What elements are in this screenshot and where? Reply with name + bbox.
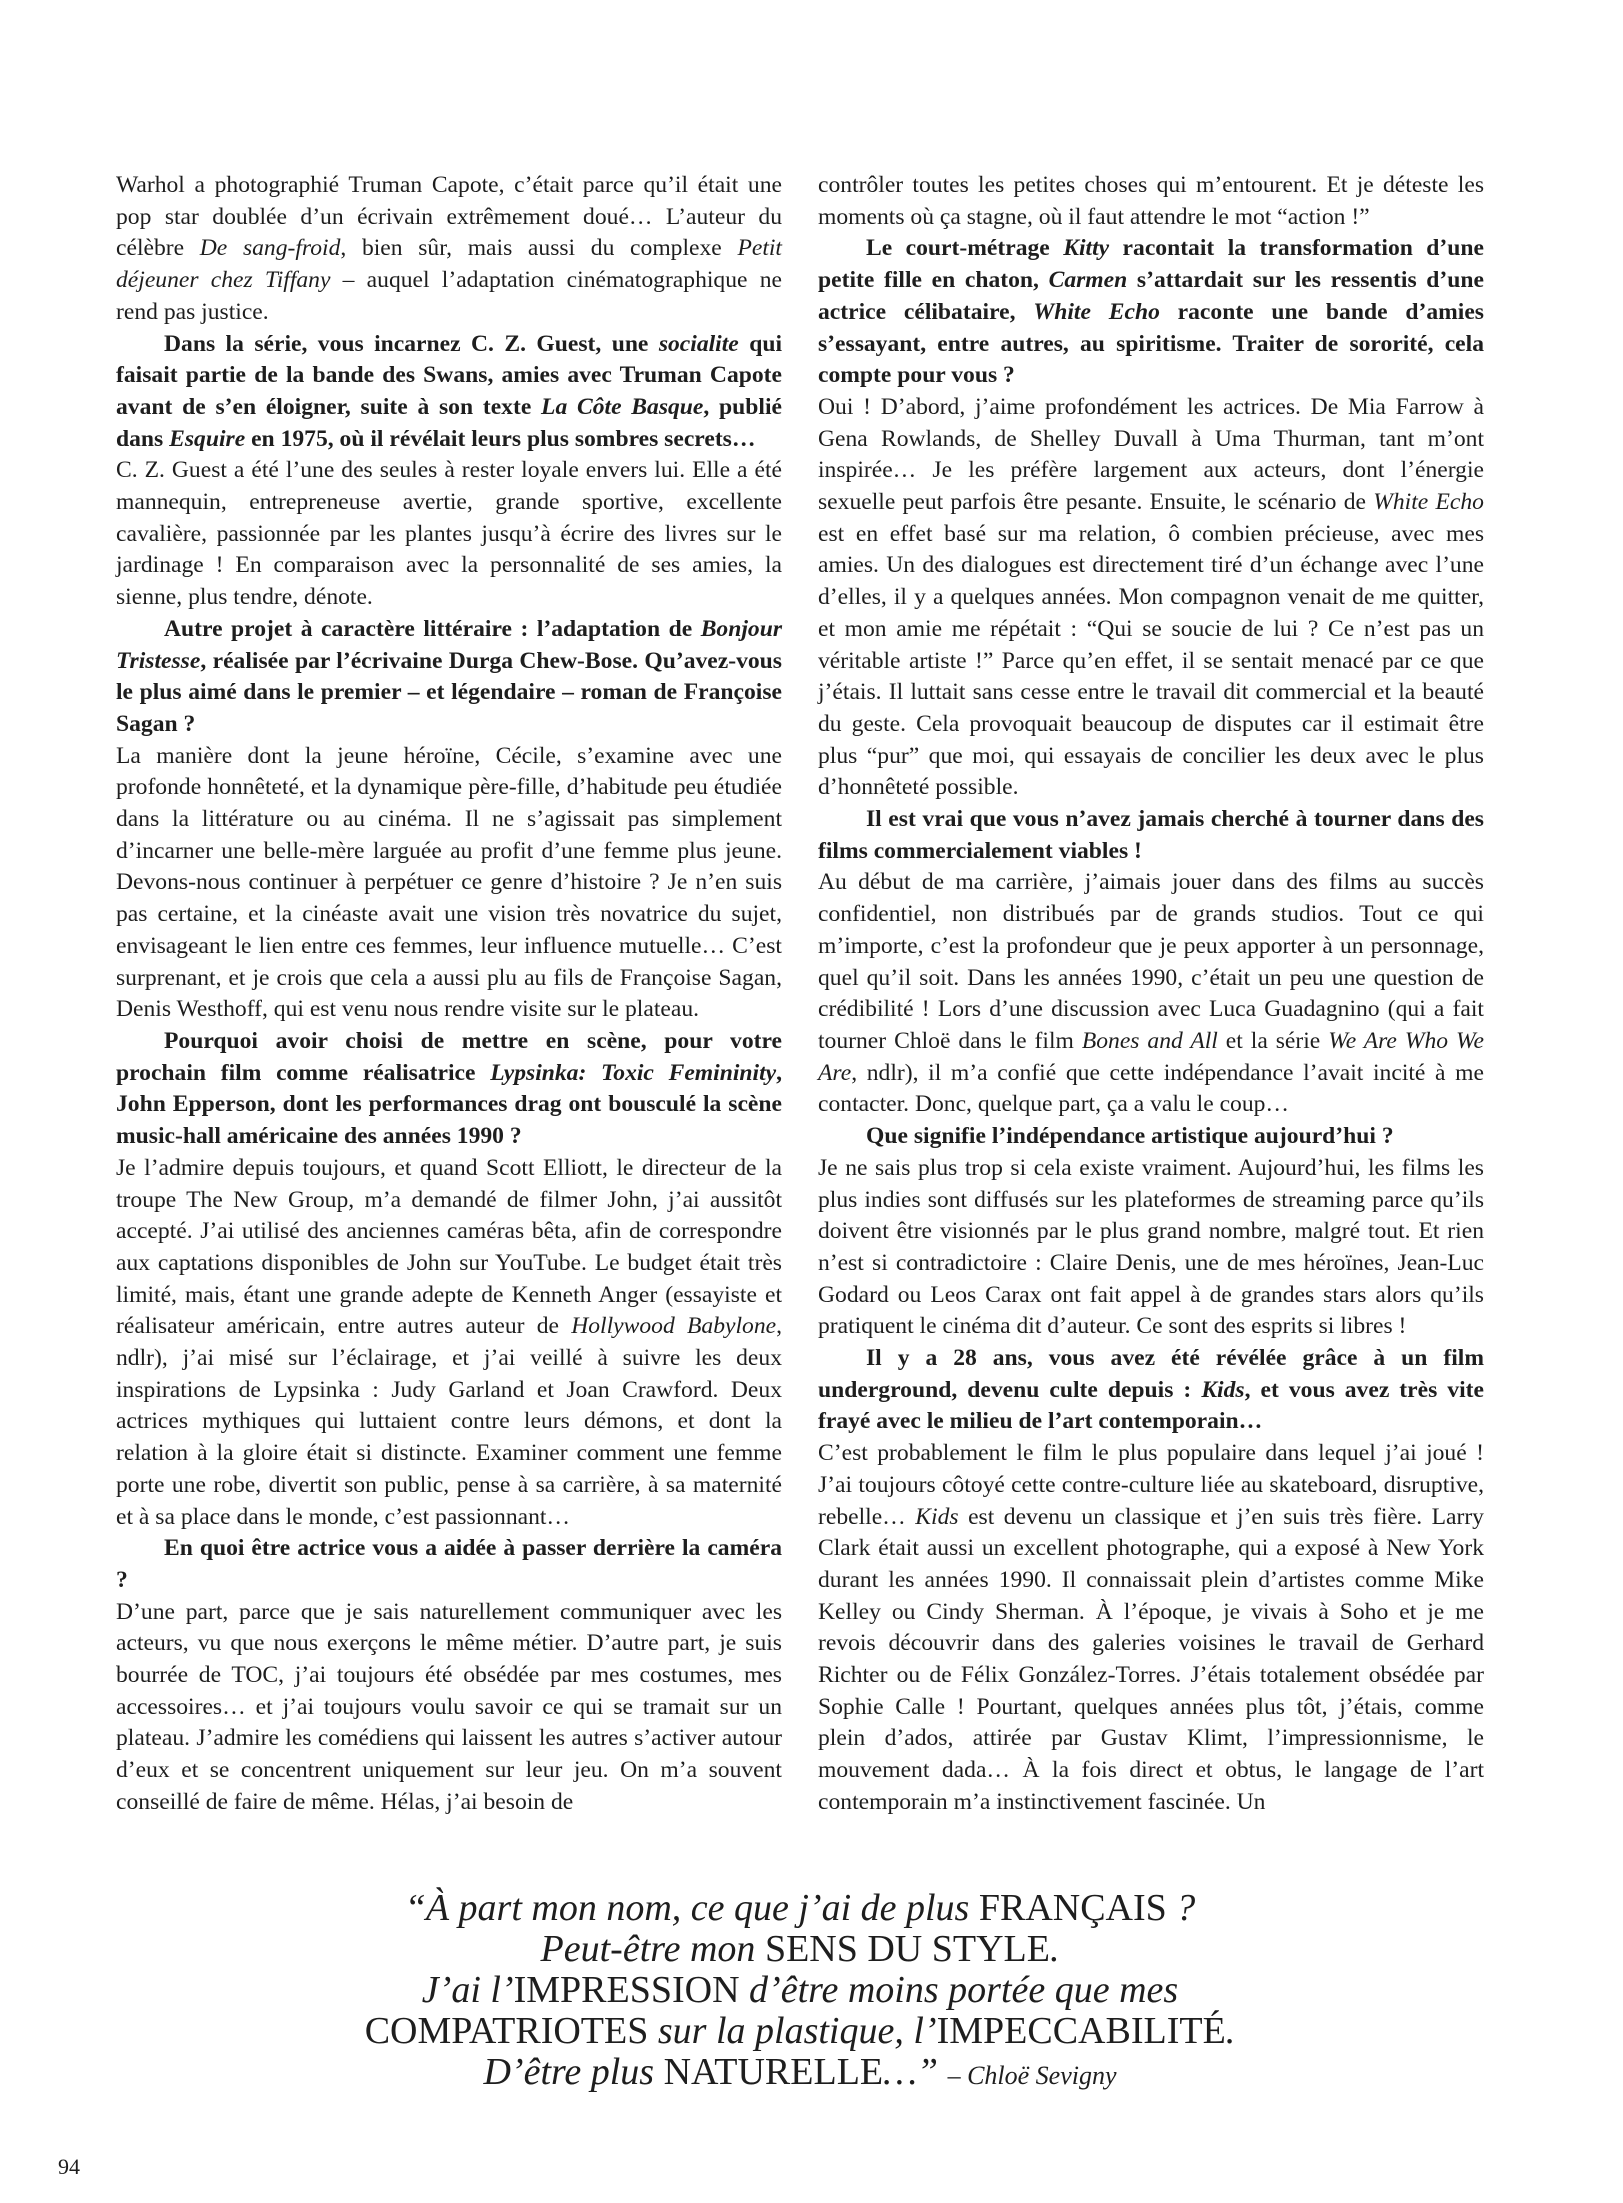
text-run: Warhol a photographié Truman Capote, c’était parce qu’il était une pop star doublée d’un écrivain extrêmement doué… L’auteur du célèbre: [116, 172, 782, 262]
text-run: contrôler toutes les petites choses qui m’entourent. Et je déteste les moments où ça stagne, où il faut attendre le mot “action !”: [818, 172, 1484, 230]
text-run: , et vous avez très vite frayé avec le milieu de l’art contemporain…: [818, 1376, 1484, 1435]
pull-quote-text: ?: [1166, 1887, 1196, 1929]
italic-title: We Are Who We Are: [818, 1027, 1484, 1086]
text-run: Je l’admire depuis toujours, et quand Scott Elliott, le directeur de la troupe The New Group, m’a demandé de filmer John, j’ai aussitôt accepté. J’ai utilisé des anciennes caméras bêta, afin de correspondre aux captations disponibles de John sur YouTube. Le budget était très limité, mais, étant une grande adepte de Kenneth Anger (essayiste et réalisateur américain, entre autres auteur de: [116, 1154, 782, 1340]
italic-title: Kids: [1201, 1376, 1245, 1403]
pull-quote-attribution: – Chloë Sevigny: [947, 2061, 1117, 2090]
text-run: racontait la transformation d’une petite fille en chaton,: [818, 235, 1485, 294]
interview-answer: [116, 741, 782, 1026]
text-run: Au début de ma carrière, j’aimais jouer dans des films au succès confidentiel, non distribués par de grands studios. Tout ce qui m’importe, c’est la profondeur que je peux apporter à un personnage, quel qu’il soit. Dans les années 1990, c’était un peu une question de crédibilité ! Lors d’une discussion avec Luca Guadagnino (qui a fait tourner Chloë dans le film: [818, 869, 1484, 1054]
interview-question: [818, 233, 1484, 392]
italic-title: La Côte Basque: [541, 393, 704, 420]
text-run: s’attardait sur les ressentis d’une actrice célibataire,: [818, 267, 1484, 325]
italic-title: Bones and All: [1081, 1027, 1218, 1054]
text-run: Autre projet à caractère littéraire : l’adaptation de: [164, 615, 701, 642]
article-column-left: [116, 170, 782, 1819]
pull-quote-line: [300, 2052, 1300, 2096]
italic-title: Hollywood Babylone: [571, 1313, 777, 1340]
text-run: Pourquoi avoir choisi de mettre en scène, pour votre prochain film comme réalisatrice: [116, 1027, 782, 1086]
pull-quote-text: …”: [883, 2051, 948, 2093]
text-run: est en effet basé sur ma relation, ô combien précieuse, avec mes amies. Un des dialogues est directement tiré d’un échange avec l’une d’elles, il y a quelques années. Mon compagnon venait de me quitter, et mon amie me répétait : “Qui se soucie de lui ? Ce n’est pas un véritable artiste !” Parce qu’en effet, il se sentait menacé par ce que j’étais. Il luttait sans cesse entre le travail dit commercial et la beauté du geste. Cela provoquait beaucoup de disputes car il estimait être plus “pur” que moi, qui essayais de concilier les deux avec le plus d’honnêteté possible.: [818, 520, 1484, 801]
text-run: Le court-métrage: [866, 235, 1064, 262]
italic-title: Petit déjeuner chez Tiffany: [116, 235, 782, 294]
italic-title: De sang-froid: [199, 235, 341, 262]
pull-quote: [300, 1888, 1300, 2096]
text-run: D’une part, parce que je sais naturellement communiquer avec les acteurs, vu que nous exerçons le même métier. D’autre part, je suis bourrée de TOC, j’ai toujours été obsédée par mes costumes, mes accessoires… et j’ai toujours voulu savoir ce qui se tramait sur un plateau. J’admire les comédiens qui laissent les autres s’activer autour d’eux et se concentrent uniquement sur leur jeu. On m’a souvent conseillé de faire de même. Hélas, j’ai besoin de: [116, 1598, 782, 1815]
text-run: C’est probablement le film le plus populaire dans lequel j’ai joué ! J’ai toujours côtoyé cette contre-culture liée au skateboard, disruptive, rebelle…: [818, 1440, 1484, 1530]
italic-title: Carmen: [1048, 267, 1128, 294]
text-run: – auquel l’adaptation cinématographique ne rend pas justice.: [116, 267, 782, 325]
interview-question: [116, 329, 782, 456]
pull-quote-text: FRANÇAIS: [978, 1887, 1167, 1929]
pull-quote-line: [300, 1929, 1300, 1970]
interview-answer: [116, 1597, 782, 1819]
text-run: , publié dans: [116, 393, 782, 452]
text-run: , bien sûr, mais aussi du complexe: [340, 235, 738, 262]
page-number: 94: [58, 2154, 80, 2179]
interview-answer: [116, 1153, 782, 1533]
text-run: Oui ! D’abord, j’aime profondément les actrices. De Mia Farrow à Gena Rowlands, de Shelley Duvall à Uma Thurman, tant m’ont inspirée… Je les préfère largement aux acteurs, dont l’énergie sexuelle peut parfois être pesante. Ensuite, le scénario de: [818, 393, 1484, 516]
interview-answer: [818, 170, 1484, 233]
interview-answer: [116, 170, 782, 329]
interview-question: [116, 1026, 782, 1153]
text-run: , ndlr), il m’a confié que cette indépendance l’avait incité à me contacter. Donc, quelque part, ça a valu le coup…: [818, 1059, 1484, 1118]
interview-question: [818, 804, 1484, 867]
interview-answer: [818, 392, 1484, 804]
text-run: en 1975, où il révélait leurs plus sombres secrets…: [245, 425, 756, 452]
text-run: , réalisée par l’écrivaine Durga Chew-Bose. Qu’avez-vous le plus aimé dans le premier – et légendaire – roman de Françoise Sagan ?: [116, 647, 782, 737]
pull-quote-text: .: [1225, 2010, 1236, 2052]
italic-title: Kitty: [1063, 235, 1110, 262]
pull-quote-text: NATURELLE: [663, 2051, 884, 2093]
pull-quote-line: [300, 1888, 1300, 1929]
text-run: En quoi être actrice vous a aidée à passer derrière la caméra ?: [116, 1535, 782, 1593]
pull-quote-text: d’être moins portée que mes: [739, 1969, 1179, 2011]
text-run: La manière dont la jeune héroïne, Cécile, s’examine avec une profonde honnêteté, et la dynamique père-fille, d’habitude peu étudiée dans la littérature ou au cinéma. Il ne s’agissait pas simplement d’incarner une belle-mère larguée au profit d’une femme plus jeune. Devons-nous continuer à perpétuer ce genre d’histoire ? Je n’en suis pas certaine, et la cinéaste avait une vision très novatrice du sujet, envisageant le lien entre ces femmes, leur influence mutuelle… C’est surprenant, et je crois que cela a aussi plu au fils de Françoise Sagan, Denis Westhoff, qui est venu nous rendre visite sur le plateau.: [116, 742, 782, 1023]
pull-quote-line: [300, 1970, 1300, 2011]
pull-quote-text: D’être plus: [483, 2051, 664, 2093]
pull-quote-text: “À part mon nom, ce que j’ai de plus: [404, 1887, 979, 1929]
text-run: raconte une bande d’amies s’essayant, entre autres, au spiritisme. Traiter de sororité, cela compte pour vous ?: [818, 298, 1484, 389]
italic-title: White Echo: [1033, 298, 1160, 325]
text-run: Dans la série, vous incarnez C. Z. Guest, une: [164, 330, 659, 357]
text-run: Que signifie l’indépendance artistique aujourd’hui ?: [866, 1123, 1394, 1150]
pull-quote-text: J’ai l’: [421, 1969, 514, 2011]
italic-title: Bonjour Tristesse: [116, 615, 782, 674]
interview-question: [818, 1343, 1484, 1438]
text-run: Il est vrai que vous n’avez jamais cherché à tourner dans des films commercialement viables !: [818, 806, 1484, 864]
text-run: qui faisait partie de la bande des Swans, amies avec Truman Capote avant de s’en éloigner, suite à son texte: [116, 330, 782, 420]
pull-quote-text: IMPRESSION: [513, 1969, 740, 2011]
interview-question: [818, 1121, 1484, 1153]
text-run: C. Z. Guest a été l’une des seules à rester loyale envers lui. Elle a été mannequin, entrepreneuse avertie, grande sportive, excellente cavalière, passionnée par les plantes jusqu’à écrire des livres sur le jardinage ! En comparaison avec la personnalité de ses amies, la sienne, plus tendre, dénote.: [116, 457, 782, 611]
interview-answer: [818, 1438, 1484, 1818]
text-run: , John Epperson, dont les performances drag ont bousculé la scène music-hall américaine des années 1990 ?: [116, 1059, 783, 1150]
interview-answer: [116, 455, 782, 614]
interview-answer: [818, 1153, 1484, 1343]
italic-title: Lypsinka: Toxic Femininity: [490, 1059, 777, 1086]
text-run: et la série: [1217, 1027, 1329, 1054]
text-run: est devenu un classique et j’en suis très fière. Larry Clark était aussi un excellent photographe, qui a exposé à New York durant les années 1990. Il connaissait plein d’artistes comme Mike Kelley ou Cindy Sherman. À l’époque, je vivais à Soho et je me revois découvrir dans des galeries voisines le travail de Gerhard Richter ou de Félix González-Torres. J’étais totalement obsédée par Sophie Calle ! Pourtant, quelques années plus tôt, j’étais, comme plein d’ados, attirée par Gustav Klimt, l’impressionnisme, le mouvement dada… À la fois direct et obtus, le langage de l’art contemporain m’a instinctivement fascinée. Un: [818, 1503, 1484, 1815]
italic-title: socialite: [658, 330, 739, 357]
italic-title: White Echo: [1373, 489, 1484, 516]
article-column-right: [818, 170, 1484, 1819]
text-run: Il y a 28 ans, vous avez été révélée grâce à un film underground, devenu culte depuis :: [818, 1345, 1484, 1403]
pull-quote-text: COMPATRIOTES: [364, 2010, 649, 2052]
pull-quote-text: SENS DU STYLE: [764, 1928, 1050, 1970]
pull-quote-text: IMPECCABILITÉ: [936, 2010, 1226, 2052]
pull-quote-text: .: [1049, 1928, 1060, 1970]
italic-title: Esquire: [169, 425, 246, 452]
pull-quote-line: [300, 2011, 1300, 2052]
interview-question: [116, 614, 782, 741]
pull-quote-text: sur la plastique, l’: [648, 2010, 937, 2052]
text-run: Je ne sais plus trop si cela existe vraiment. Aujourd’hui, les films les plus indies sont diffusés sur les plateformes de streaming parce qu’ils doivent être visionnés par le plus grand nombre, malgré tout. Et rien n’est si contradictoire : Claire Denis, une de mes héroïnes, Jean-Luc Godard ou Leos Carax ont fait appel à de grandes stars alors qu’ils pratiquent le cinéma dit d’auteur. Ce sont des esprits si libres !: [818, 1154, 1484, 1340]
interview-question: [116, 1533, 782, 1596]
pull-quote-text: Peut-être mon: [540, 1928, 765, 1970]
text-run: , ndlr), j’ai misé sur l’éclairage, et j’ai veillé à suivre les deux inspirations de Lypsinka : Judy Garland et Joan Crawford. Deux actrices mythiques qui luttaient contre leurs démons, et dont la relation à la gloire était si distincte. Examiner comment une femme porte une robe, divertit son public, pense à sa carrière, à sa maternité et à sa place dans le monde, c’est passionnant…: [116, 1313, 782, 1530]
interview-answer: [818, 867, 1484, 1121]
italic-title: Kids: [915, 1503, 959, 1530]
